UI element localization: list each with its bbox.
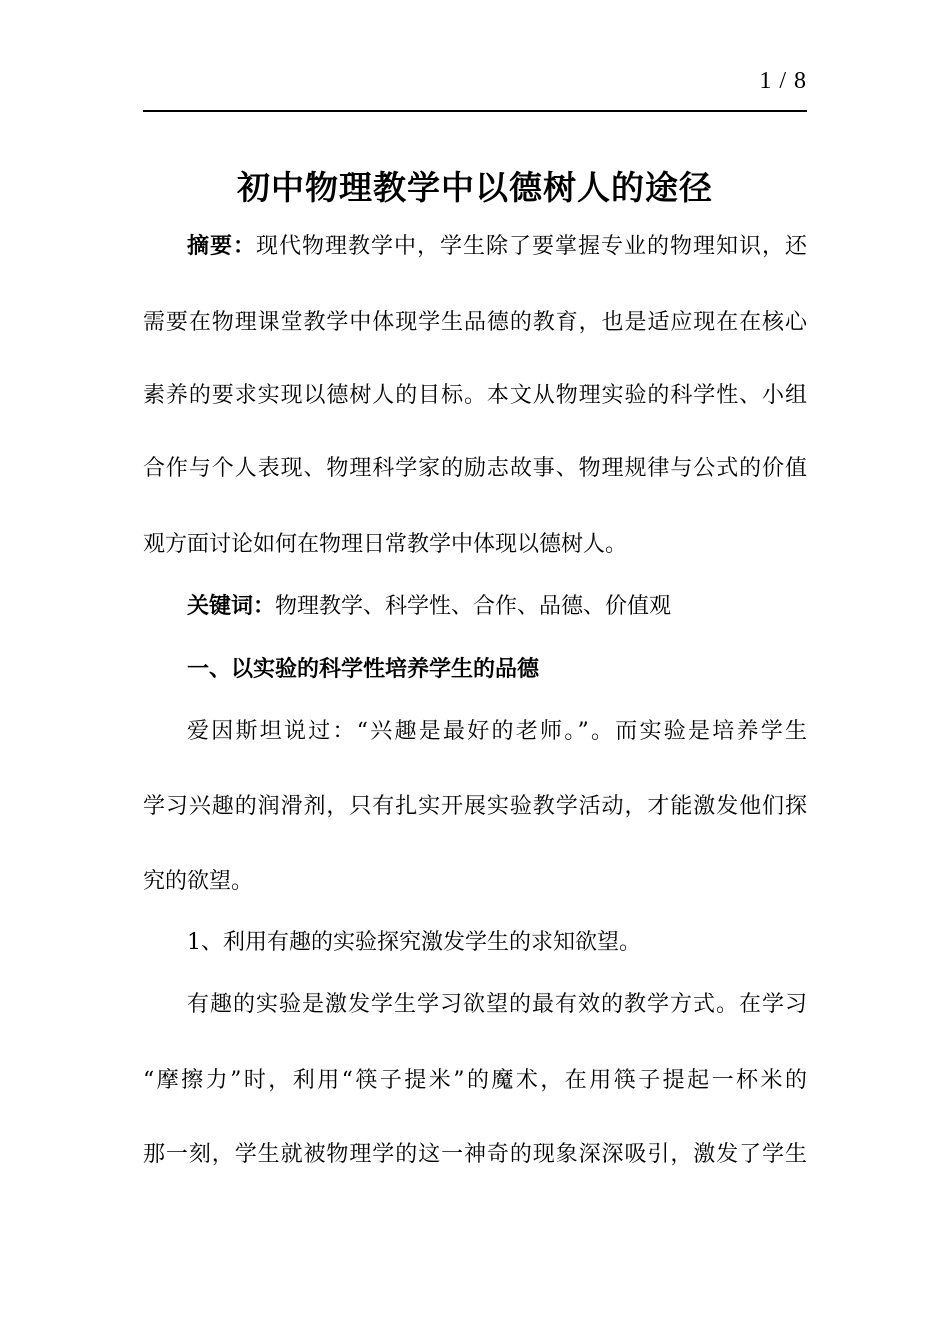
abstract-line-1 bbox=[187, 232, 807, 262]
page-number: 1 / 8 bbox=[759, 68, 807, 94]
paragraph-2-line-3: 那一刻，学生就被物理学的这一神奇的现象深深吸引，激发了学生 bbox=[143, 1142, 807, 1167]
abstract-label: 摘要： bbox=[187, 234, 256, 259]
header-rule bbox=[143, 110, 807, 112]
abstract-line-2: 需要在物理课堂教学中体现学生品德的教育，也是适应现在在核心 bbox=[143, 310, 807, 335]
paragraph-1-line-2: 学习兴趣的润滑剂，只有扎实开展实验教学活动，才能激发他们探 bbox=[143, 794, 807, 819]
abstract-line-4: 合作与个人表现、物理科学家的励志故事、物理规律与公式的价值 bbox=[143, 456, 807, 481]
subsection-heading: 1、利用有趣的实验探究激发学生的求知欲望。 bbox=[187, 930, 641, 955]
keywords-line bbox=[187, 592, 807, 622]
paragraph-2-line-2: “摩擦力”时，利用“筷子提米”的魔术，在用筷子提起一杯米的 bbox=[143, 1068, 807, 1093]
keywords-text: 物理教学、科学性、合作、品德、价值观 bbox=[275, 594, 672, 619]
paragraph-2-line-1: 有趣的实验是激发学生学习欲望的最有效的教学方式。在学习 bbox=[187, 992, 807, 1017]
paragraph-1-line-1: 爱因斯坦说过：“兴趣是最好的老师。”。而实验是培养学生 bbox=[187, 719, 807, 744]
abstract-text: 现代物理教学中，学生除了要掌握专业的物理知识，还 bbox=[256, 234, 807, 259]
keywords-label: 关键词： bbox=[187, 594, 276, 619]
document-title: 初中物理教学中以德树人的途径 bbox=[237, 168, 713, 207]
paragraph-1-line-3: 究的欲望。 bbox=[143, 869, 254, 894]
section-heading: 一、以实验的科学性培养学生的品德 bbox=[187, 657, 540, 682]
abstract-line-5: 观方面讨论如何在物理日常教学中体现以德树人。 bbox=[143, 532, 628, 557]
abstract-line-3: 素养的要求实现以德树人的目标。本文从物理实验的科学性、小组 bbox=[143, 383, 807, 408]
